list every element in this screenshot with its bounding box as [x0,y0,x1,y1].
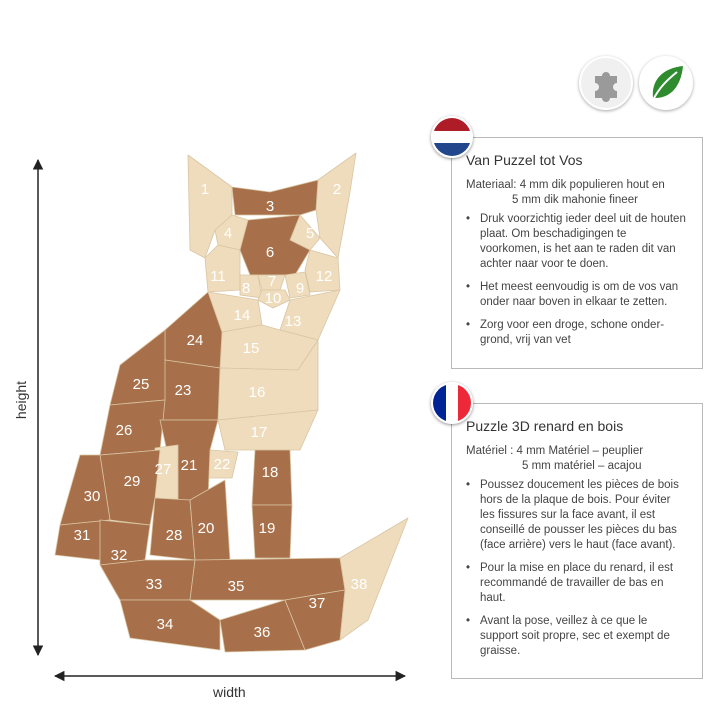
bullet-item: • Zorg voor een droge, schone onder- grond, vrij van vet [466,318,688,348]
piece-number-3: 3 [265,197,275,215]
piece-number-10: 10 [264,289,282,307]
piece-number-20: 20 [197,519,215,537]
piece-25 [110,330,165,405]
instructions-panel-nl [451,137,703,369]
piece-number-14: 14 [233,306,251,324]
piece-number-22: 22 [213,455,231,473]
piece-3 [232,180,318,215]
piece-number-13: 13 [284,312,302,330]
piece-number-12: 12 [315,267,333,285]
piece-number-8: 8 [241,279,251,297]
piece-number-31: 31 [73,526,91,544]
piece-number-16: 16 [248,383,266,401]
piece-number-2: 2 [332,180,342,198]
bullet-item: • Avant la pose, veillez à ce que le support soit propre, sec et exempt de graisse. [466,614,688,659]
piece-number-28: 28 [165,526,183,544]
piece-number-23: 23 [174,381,192,399]
width-label: width [213,684,246,700]
piece-number-6: 6 [265,243,275,261]
piece-number-27: 27 [154,460,172,478]
piece-number-18: 18 [261,463,279,481]
piece-number-17: 17 [250,423,268,441]
bullet-item: • Druk voorzichtig ieder deel uit de houten plaat. Om beschadigingen te voorkomen, is het aan te raden dit van achter naar voor te doen. [466,212,688,272]
piece-number-35: 35 [227,577,245,595]
piece-number-38: 38 [350,575,368,593]
piece-2 [316,153,356,258]
bullet-item: • Het meest eenvoudig is om de vos van onder naar boven in elkaar te zetten. [466,280,688,310]
material-fr: Matériel : 4 mm Matériel – peuplier 5 mm matériel – acajou [466,445,644,472]
bullet-item: • Poussez doucement les pièces de bois hors de la plaque de bois. Pour éviter les fissures sur la face avant, il est conseillé de pousser les pièces du bas (face arrière) vers le haut (face avant). [466,478,688,553]
piece-number-15: 15 [242,339,260,357]
instructions-panel-fr [451,403,703,679]
bullet-list-fr [466,478,688,667]
height-label: height [13,380,30,420]
puzzle-badge [579,56,633,110]
panel-title-fr: Puzzle 3D renard en bois [466,418,624,434]
piece-number-11: 11 [210,267,226,285]
bullet-item: • Pour la mise en place du renard, il est recommandé de travailler de bas en haut. [466,561,688,606]
piece-number-4: 4 [223,224,233,242]
piece-number-37: 37 [308,594,326,612]
piece-number-25: 25 [132,375,150,393]
bullet-list-nl [466,212,688,356]
piece-number-26: 26 [115,421,133,439]
piece-number-33: 33 [145,575,163,593]
piece-number-36: 36 [253,623,271,641]
piece-number-24: 24 [186,331,204,349]
eco-badge [639,56,693,110]
piece-number-21: 21 [180,456,198,474]
piece-number-9: 9 [295,279,305,297]
piece-number-19: 19 [258,519,276,537]
leaf-icon [641,58,691,108]
piece-number-7: 7 [267,272,277,290]
fr-flag-icon [431,382,473,424]
panel-title-nl: Van Puzzel tot Vos [466,152,583,168]
puzzle-piece-icon [581,58,631,108]
piece-number-32: 32 [110,546,128,564]
piece-number-34: 34 [156,615,174,633]
piece-number-1: 1 [200,180,210,198]
material-nl: Materiaal: 4 mm dik populieren hout en 5 mm dik mahonie fineer [466,179,665,206]
nl-flag-icon [431,116,473,158]
piece-number-29: 29 [123,472,141,490]
piece-number-5: 5 [305,224,315,242]
piece-26 [100,400,165,455]
piece-number-30: 30 [83,487,101,505]
